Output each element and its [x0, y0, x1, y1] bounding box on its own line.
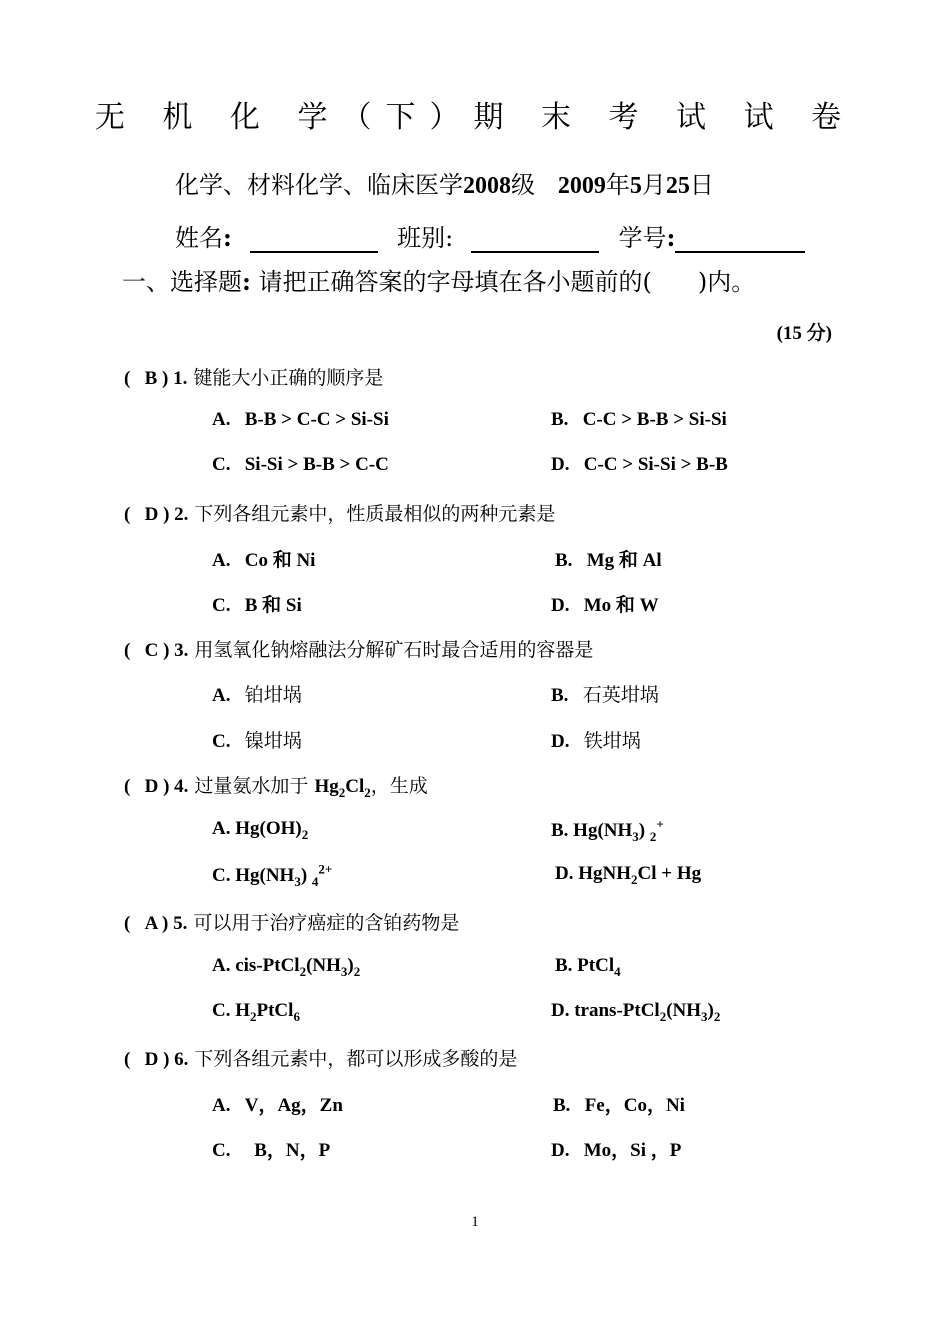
- name-blank[interactable]: [250, 225, 378, 253]
- subtitle-year: 2009: [557, 173, 606, 199]
- class-blank[interactable]: [471, 225, 599, 253]
- q3-option-a: A. 铂坩埚: [212, 684, 302, 706]
- question-2: ( D ) 2. 下列各组元素中，性质最相似的两种元素是: [124, 503, 556, 525]
- q3-option-c: C. 镍坩埚: [212, 730, 302, 752]
- number-label: 学号: [618, 224, 667, 252]
- q6-option-a: A. V，Ag，Zn: [212, 1095, 343, 1116]
- subtitle-month: 5: [629, 173, 642, 199]
- q3-option-d: D. 铁坩埚: [551, 730, 641, 752]
- q2-option-d: D. Mo 和 W: [551, 595, 659, 616]
- q2-option-a: A. Co 和 Ni: [212, 550, 316, 571]
- subtitle-month-suffix: 月: [641, 171, 666, 199]
- question-stem: 用氢氧化钠熔融法分解矿石时最合适用的容器是: [194, 639, 594, 661]
- question-number: 4.: [174, 776, 189, 797]
- subtitle-year-suffix: 年: [605, 171, 630, 199]
- q6-option-c: C. B，N，P: [212, 1140, 331, 1161]
- question-number: 5.: [173, 913, 188, 934]
- question-3: ( C ) 3. 用氢氧化钠熔融法分解矿石时最合适用的容器是: [124, 639, 594, 661]
- answer-2: D: [144, 504, 159, 525]
- q2-option-c: C. B 和 Si: [212, 595, 302, 616]
- question-stem: 键能大小正确的顺序是: [193, 367, 384, 389]
- exam-title: 无 机 化 学（下）期 末 考 试 试 卷: [94, 100, 856, 135]
- q5-option-c: C. $H_2PtCl_6$: [212, 1000, 300, 1024]
- subtitle-classes: 化学、材料化学、临床医学: [175, 171, 463, 199]
- q1-option-b: B. C-C > B-B > Si-Si: [551, 409, 727, 430]
- q2-option-b: B. Mg 和 Al: [555, 550, 662, 571]
- q4-option-b: B. $Hg(NH_3)$ $_2$+: [551, 817, 664, 845]
- section-suffix: )内。: [697, 268, 756, 296]
- question-4: ( D ) 4. 过量氨水加于 $Hg_2Cl_2$，生成: [124, 775, 428, 800]
- question-number: 3.: [174, 640, 189, 661]
- section-instruction: 请把正确答案的字母填在各小题前的(: [258, 268, 652, 296]
- q4-option-d: D. HgNH$_2$Cl + Hg: [555, 863, 702, 887]
- q4-option-c: C. $Hg(NH_3)$ $_4^{2+}$: [212, 862, 333, 890]
- q3-option-b: B. 石英坩埚: [551, 684, 659, 706]
- question-1: ( B ) 1. 键能大小正确的顺序是: [124, 367, 384, 389]
- q4-option-a: A. $Hg(OH)_2$: [212, 818, 309, 842]
- q5-option-a: A. cis-$PtCl_2(NH_3)_2$: [212, 955, 361, 979]
- name-label: 姓名: [175, 224, 223, 252]
- formula-hg2cl2: $Hg_2Cl_2$: [314, 776, 371, 800]
- answer-6: D: [144, 1049, 159, 1070]
- question-5: ( A ) 5. 可以用于治疗癌症的含铂药物是: [124, 912, 460, 934]
- q1-option-d: D. C-C > Si-Si > B-B: [551, 454, 728, 475]
- question-stem: 可以用于治疗癌症的含铂药物是: [193, 912, 460, 934]
- subtitle-day-suffix: 日: [689, 171, 714, 199]
- question-number: 1.: [173, 368, 188, 389]
- exam-subtitle: [175, 165, 714, 200]
- q5-option-b: B. PtCl$_4$: [555, 955, 621, 979]
- subtitle-day: 25: [665, 173, 690, 199]
- q6-option-d: D. Mo，Si ，P: [551, 1140, 682, 1161]
- question-stem: 下列各组元素中，性质最相似的两种元素是: [194, 503, 556, 525]
- answer-5: A: [144, 913, 158, 934]
- section-prefix: 一、选择题: [122, 268, 242, 296]
- answer-3: C: [144, 640, 159, 661]
- q1-option-c: C. Si-Si > B-B > C-C: [212, 454, 389, 475]
- q6-option-b: B. Fe，Co，Ni: [553, 1095, 685, 1116]
- q1-option-a: A. B-B > C-C > Si-Si: [212, 409, 389, 430]
- q5-option-d: D. trans-$PtCl_2(NH_3)_2$: [551, 1000, 721, 1024]
- question-6: ( D ) 6. 下列各组元素中，都可以形成多酸的是: [124, 1048, 518, 1070]
- question-number: 2.: [174, 504, 189, 525]
- section-heading: 一、选择题: 请把正确答案的字母填在各小题前的( )内。: [122, 267, 756, 296]
- page-number: 1: [471, 1214, 479, 1230]
- subtitle-grade: 2008: [463, 173, 511, 199]
- number-blank[interactable]: [675, 225, 805, 253]
- question-number: 6.: [174, 1049, 189, 1070]
- section-score: (15 分): [776, 323, 832, 344]
- class-label: 班别: [397, 224, 446, 252]
- student-id-row: 姓名: 班别: 学号:: [175, 218, 805, 253]
- question-stem: 下列各组元素中，都可以形成多酸的是: [194, 1048, 518, 1070]
- question-stem-prefix: 过量氨水加于: [194, 775, 309, 797]
- answer-4: D: [144, 776, 159, 797]
- answer-1: B: [144, 368, 158, 389]
- question-stem-suffix: ，生成: [370, 775, 428, 797]
- subtitle-grade-suffix: 级: [511, 171, 535, 199]
